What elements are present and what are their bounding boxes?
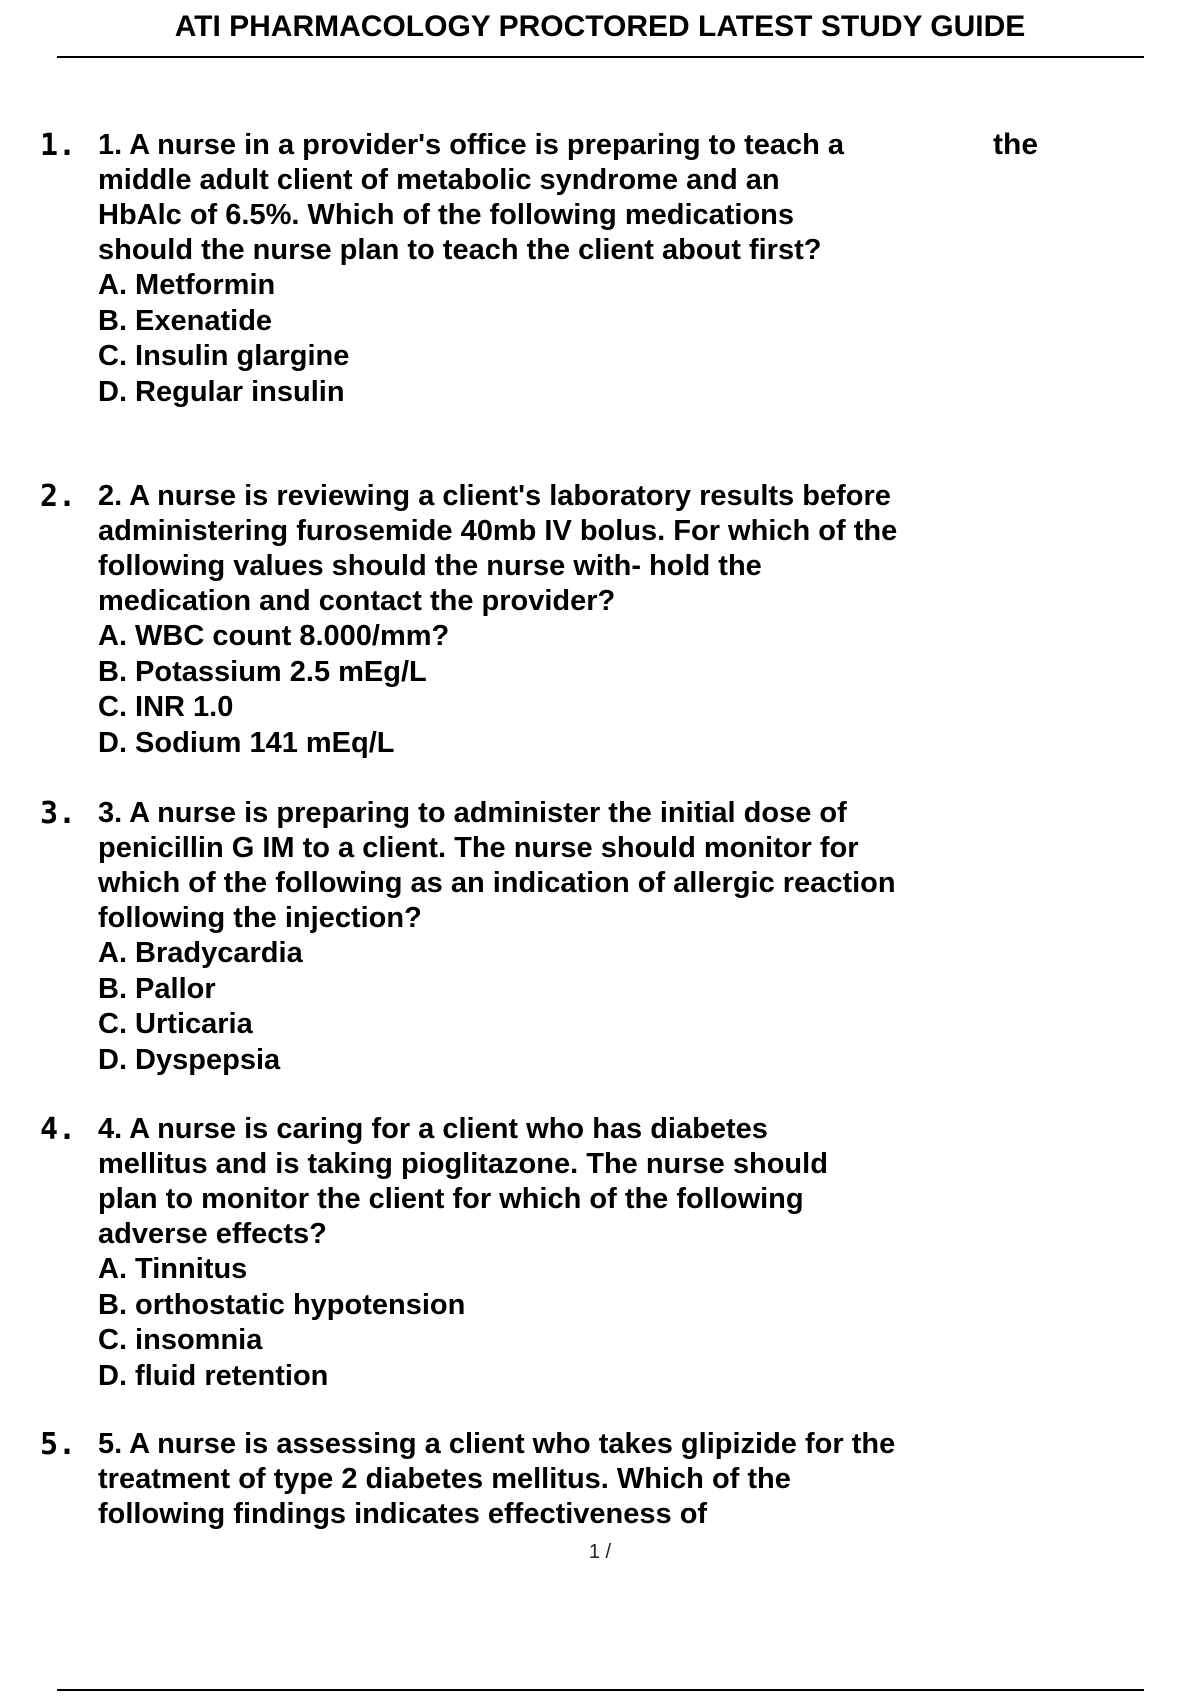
answer-option: A. Bradycardia (98, 937, 303, 969)
question-stem: 4. A nurse is caring for a client who has diabetes mellitus and is taking pioglitazone. The nurse should plan to monitor the client for which of the following adverse effects? (98, 1113, 828, 1250)
answer-options (98, 268, 868, 410)
answer-option: B. orthostatic hypotension (98, 1288, 466, 1321)
answer-option: D. fluid retention (98, 1359, 329, 1392)
answer-option: A. WBC count 8.000/mm? (98, 620, 450, 652)
answer-option: B. Pallor (98, 972, 216, 1005)
footer-divider (57, 1689, 1144, 1691)
question-number: 3. (40, 796, 77, 831)
question-number: 1. (40, 128, 77, 163)
question-stem: 5. A nurse is assessing a client who takes glipizide for the treatment of type 2 diabetes mellitus. Which of the following findings indicates effectiveness of (98, 1428, 896, 1530)
page-number: 1 / (588, 1541, 612, 1563)
question-number: 2. (40, 479, 77, 514)
document-title: ATI PHARMACOLOGY PROCTORED LATEST STUDY GUIDE (174, 10, 1026, 43)
answer-options (98, 1252, 878, 1394)
answer-option: D. Sodium 141 mEq/L (98, 726, 395, 759)
answer-option: A. Metformin (98, 269, 276, 301)
question-body (98, 796, 928, 1078)
stray-side-text: the (993, 128, 1038, 161)
answer-option: B. Potassium 2.5 mEg/L (98, 655, 427, 688)
question-body (98, 128, 868, 410)
answer-option: A. Tinnitus (98, 1253, 248, 1285)
answer-option: C. INR 1.0 (98, 691, 234, 723)
question-number: 5. (40, 1427, 77, 1462)
question-body (98, 1427, 898, 1532)
question-stem: 3. A nurse is preparing to administer the initial dose of penicillin G IM to a client. The nurse should monitor for which of the following as an indication of allergic reaction following the injection? (98, 797, 896, 934)
answer-option: B. Exenatide (98, 304, 273, 337)
answer-options (98, 936, 928, 1078)
question-body (98, 479, 908, 761)
question-number: 4. (40, 1112, 77, 1147)
question-stem: 2. A nurse is reviewing a client's laboratory results before administering furosemide 40mb IV bolus. For which of the following values should the nurse with- hold the medication and contact the provider? (98, 480, 898, 617)
header-divider (57, 56, 1144, 58)
question-stem: 1. A nurse in a provider's office is preparing to teach a middle adult client of metabolic syndrome and an HbAlc of 6.5%. Which of the following medications should the nurse plan to teach the client about first? (98, 129, 845, 266)
question-body (98, 1112, 878, 1394)
answer-option: D. Regular insulin (98, 375, 345, 408)
answer-option: C. Insulin glargine (98, 340, 350, 372)
answer-option: D. Dyspepsia (98, 1043, 281, 1076)
answer-options (98, 619, 908, 761)
answer-option: C. Urticaria (98, 1008, 253, 1040)
answer-option: C. insomnia (98, 1324, 263, 1356)
